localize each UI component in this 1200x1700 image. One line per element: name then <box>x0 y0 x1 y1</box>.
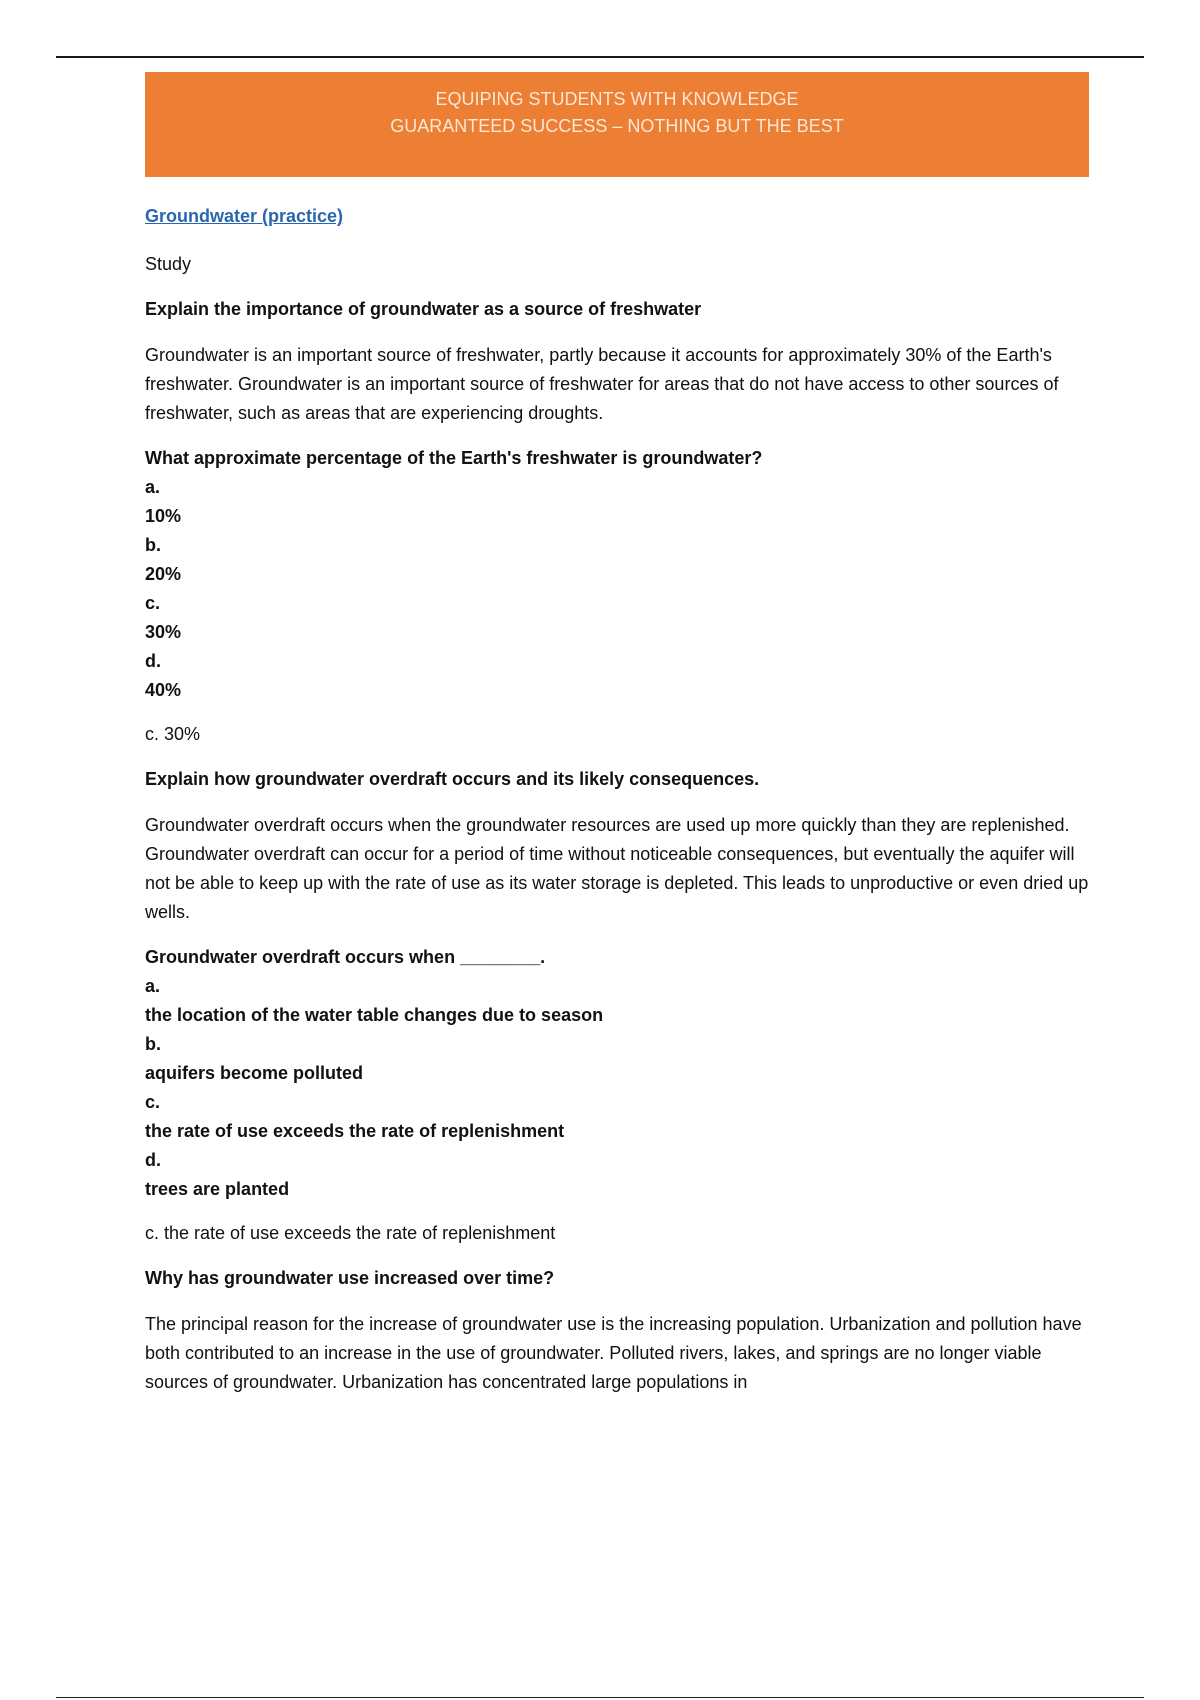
option-letter: d. <box>145 1150 161 1170</box>
document-body <box>145 203 1089 1414</box>
option-letter: c. <box>145 593 161 613</box>
section-heading-importance: Explain the importance of groundwater as a source of freshwater <box>145 299 702 319</box>
top-rule <box>56 56 1144 58</box>
question-percentage: What approximate percentage of the Earth's freshwater is groundwater? <box>145 448 763 468</box>
header-banner <box>145 72 1089 177</box>
option-letter: a. <box>145 477 161 497</box>
option-text: 30% <box>145 622 182 642</box>
study-label: Study <box>145 254 192 274</box>
option-letter: b. <box>145 535 161 555</box>
question-overdraft: Groundwater overdraft occurs when ________. <box>145 947 546 967</box>
option-text: trees are planted <box>145 1179 290 1199</box>
answer-overdraft: c. the rate of use exceeds the rate of replenishment <box>145 1223 556 1243</box>
option-text: 40% <box>145 680 182 700</box>
option-letter: c. <box>145 1092 161 1112</box>
option-letter: b. <box>145 1034 161 1054</box>
section-paragraph-overdraft: Groundwater overdraft occurs when the groundwater resources are used up more quickly than they are replenished. Groundwater overdraft can occur for a period of time without noticeable consequences, but eventually the aquifer will not be able to keep up with the rate of use as its water storage is depleted. This leads to unproductive or even dried up wells. <box>145 815 1089 922</box>
answer-percentage: c. 30% <box>145 724 201 744</box>
option-text: 20% <box>145 564 182 584</box>
bottom-rule <box>56 1697 1144 1698</box>
option-text: the location of the water table changes due to season <box>145 1005 604 1025</box>
option-text: the rate of use exceeds the rate of replenishment <box>145 1121 565 1141</box>
section-paragraph-increase: The principal reason for the increase of groundwater use is the increasing population. Urbanization and pollution have both contributed to an increase in the use of groundwater. Polluted rivers, lakes, and springs are no longer viable sources of groundwater. Urbanization has concentrated large populations in <box>145 1314 1082 1392</box>
option-text: aquifers become polluted <box>145 1063 364 1083</box>
banner-line-2: GUARANTEED SUCCESS – NOTHING BUT THE BEST <box>390 116 844 136</box>
section-heading-overdraft: Explain how groundwater overdraft occurs and its likely consequences. <box>145 769 760 789</box>
groundwater-practice-link[interactable]: Groundwater (practice) <box>145 206 344 226</box>
option-letter: a. <box>145 976 161 996</box>
section-paragraph-importance: Groundwater is an important source of freshwater, partly because it accounts for approximately 30% of the Earth's freshwater. Groundwater is an important source of freshwater for areas that do not have access to other sources of freshwater, such as areas that are experiencing droughts. <box>145 345 1059 423</box>
banner-line-1: EQUIPING STUDENTS WITH KNOWLEDGE <box>435 89 799 109</box>
option-letter: d. <box>145 651 161 671</box>
option-text: 10% <box>145 506 182 526</box>
section-heading-increase: Why has groundwater use increased over time? <box>145 1268 555 1288</box>
